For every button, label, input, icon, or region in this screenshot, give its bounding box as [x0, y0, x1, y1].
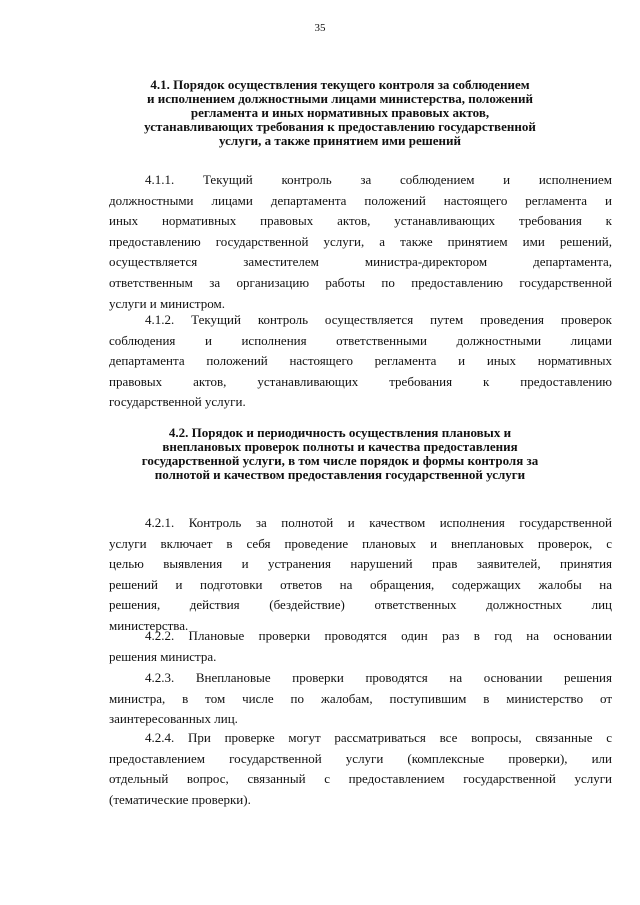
heading-line: и исполнением должностными лицами министерства, положений [146, 91, 534, 106]
text-line: целью выявления и устранения нарушений прав заявителей, принятия [109, 556, 612, 572]
text-line: 4.1.2. Текущий контроль осуществляется путем проведения проверок [145, 312, 612, 327]
text-line: (тематические проверки). [109, 791, 251, 807]
text-line: заинтересованных лиц. [109, 711, 238, 727]
heading-line: 4.1. Порядок осуществления текущего контроля за соблюдением [150, 77, 530, 92]
text-line: отдельный вопрос, связанный с предоставлением государственной услуги [109, 771, 612, 787]
text-line: 4.2.2. Плановые проверки проводятся один раз в год на основании [145, 628, 612, 643]
text-line: соблюдения и исполнения ответственными должностными лицами [109, 332, 612, 348]
text-line: 4.1.1. Текущий контроль за соблюдением и исполнением [145, 172, 612, 187]
text-line: 4.2.1. Контроль за полнотой и качеством исполнения государственной [145, 515, 612, 530]
heading-line: услуги, а также принятием ими решений [219, 133, 461, 148]
paragraph-4-1-2 [109, 310, 612, 413]
text-line: должностными лицами департамента положений настоящего регламента и [109, 192, 612, 208]
text-line: услуги включает в себя проведение плановых и внеплановых проверок, с [109, 535, 612, 551]
text-line: 4.2.4. При проверке могут рассматриваться все вопросы, связанные с [145, 730, 612, 745]
text-line: услуги и министром. [109, 295, 225, 311]
text-line: 4.2.3. Внеплановые проверки проводятся на основании решения [145, 670, 612, 685]
text-line: предоставлению государственной услуги, а также принятием ими решений, [109, 233, 612, 249]
text-line: предоставлением государственной услуги (комплексные проверки), или [109, 750, 612, 766]
section-4-1-heading [100, 78, 580, 148]
heading-line: полнотой и качеством предоставления государственной услуги [154, 467, 526, 482]
text-line: осуществляется заместителем министра-директором департамента, [109, 254, 612, 270]
paragraph-4-2-2 [109, 626, 612, 667]
text-line: министра, в том числе по жалобам, поступившим в министерство от [109, 690, 612, 706]
heading-line: государственной услуги, в том числе порядок и формы контроля за [141, 453, 539, 468]
text-line: иных нормативных правовых актов, устанавливающих требования к [109, 213, 612, 229]
paragraph-4-2-4 [109, 728, 612, 810]
paragraph-4-2-3 [109, 668, 612, 730]
text-line: правовых актов, устанавливающих требования к предоставлению [109, 373, 612, 389]
section-4-2-heading [100, 426, 580, 482]
text-line: министерства. [109, 617, 189, 633]
heading-line: устанавливающих требования к предоставлению государственной [144, 119, 536, 134]
text-line: решений и подготовки ответов на обращения, содержащих жалобы на [109, 576, 612, 592]
text-line: государственной услуги. [109, 394, 246, 410]
text-line: решения министра. [109, 648, 217, 664]
page-number: 35 [314, 22, 326, 34]
text-line: департамента положений настоящего регламента и иных нормативных [109, 353, 612, 369]
paragraph-4-2-1 [109, 513, 612, 637]
heading-line: внеплановых проверок полноты и качества предоставления [162, 439, 518, 454]
heading-line: 4.2. Порядок и периодичность осуществления плановых и [168, 425, 512, 440]
text-line: ответственным за организацию работы по предоставлению государственной [109, 274, 612, 290]
heading-line: регламента и иных нормативных правовых актов, [190, 105, 490, 120]
text-line: решения, действия (бездействие) ответственных должностных лиц [109, 597, 612, 613]
paragraph-4-1-1 [109, 170, 612, 314]
